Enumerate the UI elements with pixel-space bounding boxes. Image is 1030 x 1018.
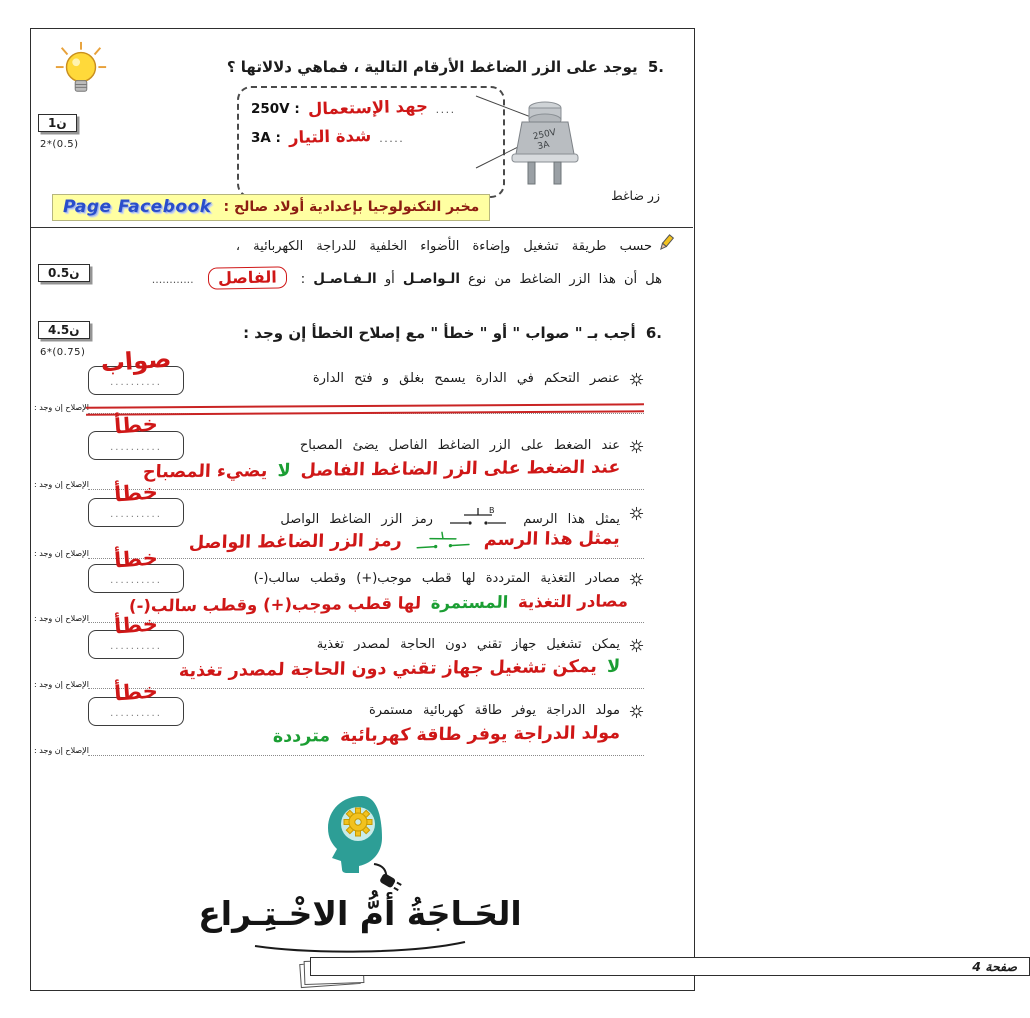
push-button-image	[498, 92, 593, 192]
facebook-page-label: Page Facebook	[63, 197, 212, 217]
correction-label-6: الإصلاح إن وجد :	[34, 746, 89, 755]
q6-score-box: 4.5ن	[38, 321, 90, 339]
statement-3-pre: يمثل هذا الرسم	[523, 512, 620, 527]
flower-bullet-icon	[629, 572, 644, 587]
intro-score-box: 0.5ن	[38, 264, 90, 282]
statement-4: مصادر التغذية المترددة لها قطب موجب(+) وقطب سالب(-)	[253, 571, 620, 586]
correction-red-part: رمز الزر الضاغط الواصل	[188, 531, 403, 554]
slogan-calligraphy: الحَـاجَةُ أمُّ الاخْـتِـراع	[198, 894, 522, 933]
light-bulb-icon	[52, 40, 110, 98]
label-3a: 3A :	[251, 130, 281, 146]
intro-line-2-text: هل أن هذا الزر الضاغط من نوع	[468, 272, 662, 287]
box-dots: ..........	[110, 575, 162, 586]
question-6-title	[243, 324, 662, 342]
handwritten-correction-3	[187, 527, 623, 556]
word-normally-closed: الـفـاصـل	[313, 271, 377, 287]
statement-3	[280, 504, 620, 530]
correction-red-part: يمثل هذا الرسم	[483, 528, 621, 551]
correction-label-2: الإصلاح إن وجد :	[34, 480, 89, 489]
box-dots: ..........	[110, 509, 162, 520]
page-number-box	[310, 957, 1030, 976]
question-5-text: يوجد على الزر الضاغط الأرقام التالية ، فماهي دلالاتها ؟	[226, 58, 638, 76]
box-dots: ..........	[110, 641, 162, 652]
statement-5: يمكن تشغيل جهاز تقني دون الحاجة لمصدر تغذية	[316, 637, 620, 652]
handwritten-verdict-3: خطأ	[113, 479, 159, 507]
handwritten-verdict-2: خطأ	[113, 411, 159, 439]
handwritten-verdict-5: خطأ	[113, 611, 159, 639]
statement-6: مولد الدراجة يوفر طاقة كهربائية مستمرة	[368, 703, 620, 718]
correction-label-3: الإصلاح إن وجد :	[34, 549, 89, 558]
correction-red-part: مولد الدراجة يوفر طاقة كهربائية	[339, 723, 621, 747]
correction-green-part: لا	[606, 656, 621, 677]
handwritten-voltage-answer: جهد الإستعمال	[307, 96, 428, 119]
box-dots: ..........	[110, 708, 162, 719]
handwritten-verdict-6: خطأ	[113, 678, 159, 706]
box-dots: ..........	[110, 377, 162, 388]
correction-red-part: مصادر التغذية	[517, 591, 629, 612]
statement-3-post: رمز الزر الضاغط الواصل	[280, 512, 433, 527]
correction-label-1: الإصلاح إن وجد :	[34, 403, 89, 412]
q5-answer-box	[237, 86, 505, 198]
page-number-label: صفحة 4	[972, 959, 1017, 974]
plug-icon	[379, 873, 402, 892]
head-gear-plug-logo	[318, 792, 402, 892]
school-lab-label: مخبر التكنولوجيا بإعدادية أولاد صالح :	[223, 199, 480, 215]
slogan-flourish	[250, 938, 470, 954]
flower-bullet-icon	[629, 372, 644, 387]
box-dots: ..........	[110, 442, 162, 453]
q5-score-box: 1ن	[38, 114, 77, 132]
q5-score-detail: 2*(0.5)	[40, 139, 79, 150]
flower-bullet-icon	[629, 638, 644, 653]
dotted-blank: .....	[379, 132, 405, 145]
answer-row-current	[251, 127, 491, 146]
handwritten-current-answer: شدة التيار	[288, 125, 372, 148]
handwritten-correction-6	[270, 723, 622, 747]
intro-line-1: حسب طريقة تشغيل وإضاءة الأضواء الخلفية للدراجة الكهربائية ،	[235, 239, 652, 254]
word-or: أو	[384, 272, 395, 287]
statement-2: عند الضغط على الزر الضاغط الفاصل يضئ المصباح	[299, 438, 620, 453]
push-button-caption: زر ضاغط	[611, 188, 660, 203]
facebook-banner	[52, 194, 490, 221]
handwritten-verdict-1: صواب	[99, 344, 173, 378]
handdrawn-circuit-symbol-green	[415, 527, 471, 554]
intro-line-2	[152, 267, 662, 289]
correction-green-part: لا	[276, 460, 291, 482]
correction-red-part: عند الضغط على الزر الضاغط الفاصل	[299, 457, 621, 481]
divider-line	[31, 227, 693, 228]
question-6-number: 6.	[645, 324, 662, 342]
question-5-number: 5.	[647, 58, 664, 76]
question-5-title	[227, 58, 664, 76]
colon: :	[300, 272, 306, 287]
dotted-blank: ............	[151, 273, 194, 286]
button-print-250v: 250V	[532, 127, 558, 143]
q6-score-detail: 6*(0.75)	[40, 347, 86, 358]
correction-red-part: يضيء المصباح	[142, 461, 268, 483]
handwritten-switch-type-answer: الفاصل	[208, 266, 287, 289]
correction-label-5: الإصلاح إن وجد :	[34, 680, 89, 689]
label-250v: 250V :	[251, 101, 300, 117]
question-6-text: أجب بـ " صواب " أو " خطأ " مع إصلاح الخطأ إن وجد :	[243, 324, 636, 342]
handwritten-verdict-4: خطأ	[113, 545, 159, 573]
correction-green-part: مترددة	[272, 726, 331, 747]
flower-bullet-icon	[629, 704, 644, 719]
answer-row-voltage	[251, 98, 491, 117]
correction-label-4: الإصلاح إن وجد :	[34, 614, 89, 623]
correction-dotted-line-6	[88, 755, 644, 756]
correction-red-part: يمكن تشغيل جهاز تقني دون الحاجة لمصدر تغذية	[178, 656, 598, 682]
correction-green-part: المستمرة	[430, 592, 509, 613]
symbol-label: B	[489, 506, 498, 515]
statement-1: عنصر التحكم في الدارة يسمح بغلق و فتح الدارة	[312, 371, 620, 386]
button-print-3a: 3A	[536, 139, 551, 153]
pushbutton-circuit-symbol	[448, 504, 508, 530]
pencil-icon	[656, 233, 676, 253]
correction-red-part: لها قطب موجب(+) وقطب سالب(-)	[128, 593, 422, 616]
flower-bullet-icon	[629, 439, 644, 454]
dotted-blank: ....	[435, 103, 456, 116]
word-normally-open: الـواصـل	[402, 271, 460, 287]
flower-bullet-icon	[629, 506, 644, 521]
